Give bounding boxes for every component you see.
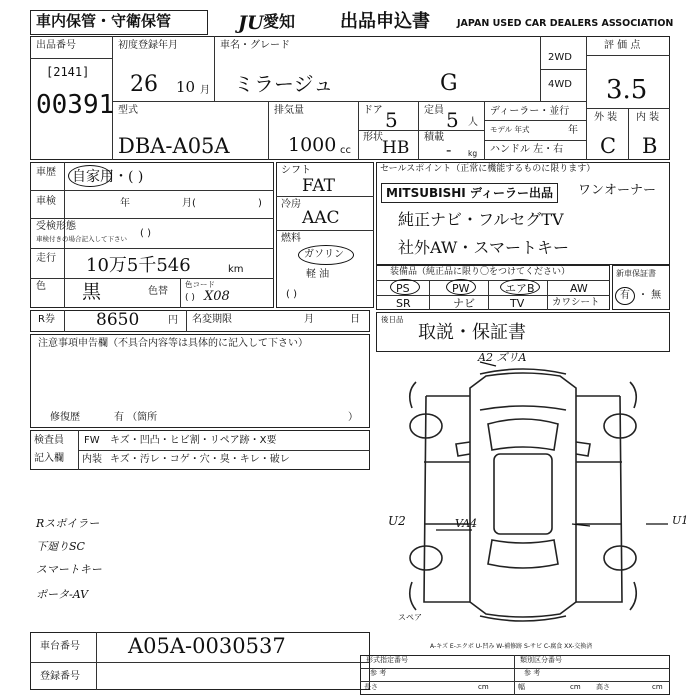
- width-label: 幅: [518, 683, 525, 691]
- first-reg-month-unit: 月: [200, 85, 210, 96]
- fuel-label: 燃料: [281, 233, 301, 244]
- lot-small: [2141]: [46, 65, 90, 79]
- handle-label: ハンドル 左・右: [490, 144, 564, 155]
- equip-ps-circle: [390, 279, 420, 295]
- documents-value: 取説・保証書: [418, 322, 526, 343]
- equip-sr: SR: [396, 297, 411, 310]
- reg-month-unit: 月: [304, 314, 314, 325]
- fuel-paren: ( ): [286, 289, 297, 300]
- int-grade: B: [642, 134, 658, 158]
- inspector-int: 内装: [82, 454, 102, 465]
- drive-4wd: 4WD: [548, 79, 572, 90]
- category-no-ref: 参 考: [524, 669, 541, 677]
- score-value: 3.5: [606, 75, 648, 105]
- org-english: JAPAN USED CAR DEALERS ASSOCIATION: [457, 18, 674, 29]
- fuel-gasoline: ガソリン: [304, 249, 344, 260]
- spare-label: スペア: [398, 613, 422, 622]
- warranty-yes: 有: [620, 290, 630, 301]
- sales-line3: 社外AW・スマートキー: [398, 238, 570, 257]
- category-no-label: 類別区分番号: [520, 656, 562, 664]
- shape-value: HB: [382, 138, 410, 158]
- mileage-value: 10万5千546: [86, 255, 191, 276]
- model-year-unit: 年: [568, 125, 578, 136]
- drive-2wd: 2WD: [548, 52, 572, 63]
- seats-unit: 人: [468, 117, 478, 128]
- lot-label: 出品番号: [36, 40, 76, 51]
- chassis-label: 車台番号: [40, 641, 80, 652]
- first-reg-year: 26: [130, 72, 158, 97]
- shape-label: 形状: [363, 132, 383, 143]
- receipt-note: 車検付きの場合記入して下さい: [36, 235, 127, 243]
- length-unit: cm: [478, 683, 489, 691]
- load-value: -: [446, 140, 452, 159]
- grade: G: [440, 71, 458, 96]
- sales-line2: 純正ナビ・フルセグTV: [398, 210, 564, 229]
- equip-airbag: エアB: [505, 282, 535, 295]
- custody-label: 車内保管・守衛保管: [36, 12, 172, 30]
- damage-legend: A-キズ E-エクボ U-凹み W-補修跡 S-サビ C-腐食 XX-交換済: [430, 643, 593, 650]
- inspector-label-2: 記入欄: [34, 453, 64, 464]
- equip-aw: AW: [570, 282, 588, 295]
- documents-label: 後日品: [381, 315, 404, 324]
- doors-value: 5: [385, 108, 398, 132]
- height-unit: cm: [652, 683, 663, 691]
- color-code-value: X08: [204, 289, 230, 304]
- score-label: 評 価 点: [604, 40, 641, 51]
- ext-grade: C: [600, 134, 617, 158]
- cooling-label: 冷房: [281, 199, 301, 210]
- history-value: 自家用・( ): [72, 169, 144, 185]
- model-year-label: モデル 年式: [490, 125, 530, 134]
- width-unit: cm: [570, 683, 581, 691]
- inspection-month-unit: 月(: [182, 198, 196, 209]
- inspection-label: 車検: [36, 196, 56, 207]
- seats-label: 定員: [424, 105, 444, 116]
- sales-line1-extra: ワンオーナー: [578, 183, 657, 198]
- inspector-fw: FW: [84, 435, 100, 446]
- disp-unit: cc: [340, 145, 351, 156]
- inspector-note-4: ポータ-AV: [36, 588, 89, 601]
- equipment-label: 装備品（純正品に限り〇をつけてください）: [390, 267, 571, 277]
- form-title: 出品申込書: [340, 11, 430, 32]
- color-swap-label: 色替: [148, 286, 168, 297]
- height-label: 高さ: [596, 683, 610, 691]
- equip-pw-circle: [446, 279, 476, 295]
- disp-label: 排気量: [274, 105, 304, 116]
- disp-value: 1000: [288, 134, 337, 156]
- warranty-label: 新車保証書: [616, 269, 656, 278]
- model-cert-label: 形式指定番号: [366, 656, 408, 664]
- repair-value: 有 （箇所: [114, 412, 158, 423]
- inspection-year-unit: 年: [120, 198, 130, 209]
- model-name: ミラージュ: [234, 72, 334, 96]
- repair-close: ）: [348, 412, 358, 423]
- type-label: 型式: [118, 105, 138, 116]
- chassis-value: A05A-0030537: [128, 634, 286, 658]
- notes-label: 注意事項申告欄（不具合内容等は具体的に記入して下さい）: [38, 338, 308, 349]
- sales-line1-brand: MITSUBISHI ディーラー出品: [381, 183, 558, 203]
- ju-logo-icon: JU: [238, 12, 264, 34]
- inspector-note-1: Rスポイラー: [36, 517, 100, 530]
- length-label: 長さ: [364, 683, 378, 691]
- shift-value: FAT: [302, 176, 336, 196]
- ext-label: 外 装: [594, 112, 618, 123]
- color-paren: ( ): [185, 293, 195, 303]
- fuel-diesel: 軽 油: [306, 269, 330, 280]
- inspection-day-unit: ): [258, 198, 262, 209]
- recycle-label: R券: [38, 314, 55, 325]
- warranty-no: ・ 無: [638, 290, 662, 301]
- first-reg-label: 初度登録年月: [118, 40, 178, 51]
- equip-tv: TV: [510, 297, 525, 310]
- load-unit: kg: [468, 149, 478, 158]
- receipt-label: 受検形態: [36, 221, 76, 232]
- shift-label: シフト: [281, 165, 311, 176]
- repair-label: 修復歴: [50, 412, 80, 423]
- lot-number: 00391: [36, 90, 115, 120]
- color-code-label: 色コード: [185, 280, 215, 289]
- seats-value: 5: [446, 108, 459, 132]
- reg-deadline-label: 名変期限: [192, 314, 232, 325]
- load-label: 積載: [424, 132, 444, 143]
- model-cert-ref: 参 考: [370, 669, 387, 677]
- receipt-paren: ( ): [140, 228, 151, 239]
- cooling-value: AAC: [302, 208, 340, 228]
- doors-label: ドア: [363, 105, 383, 116]
- equip-ps: PS: [396, 282, 410, 295]
- type-value: DBA-A05A: [118, 134, 230, 158]
- diagram-right-note: U1: [672, 514, 689, 527]
- recycle-value: 8650: [96, 310, 140, 330]
- equip-pw: PW: [452, 282, 470, 295]
- diagram-left-note: U2: [388, 514, 406, 528]
- model-label: 車名・グレード: [220, 40, 290, 51]
- inspector-note-3: スマートキー: [36, 563, 102, 576]
- mileage-label: 走行: [36, 253, 56, 264]
- equip-leather: カワシート: [552, 297, 600, 308]
- equip-airbag-circle: [500, 279, 540, 295]
- car-diagram: [376, 352, 670, 642]
- dealer-label: ディーラー・並行: [490, 106, 570, 117]
- inspector-note-2: 下廻りSC: [36, 540, 85, 553]
- org-name: 愛知: [263, 12, 296, 31]
- history-label: 車歴: [36, 167, 56, 178]
- sales-points-label: セールスポイント（正常に機能するものに限ります）: [380, 164, 596, 174]
- equip-navi: ナビ: [453, 297, 475, 310]
- inspector-row2: キズ・汚レ・コゲ・穴・臭・キレ・破レ: [110, 454, 290, 465]
- diagram-mid-note: VA4: [455, 517, 478, 530]
- first-reg-month: 10: [176, 78, 196, 96]
- recycle-unit: 円: [168, 315, 178, 326]
- reg-day-unit: 日: [350, 314, 360, 325]
- int-label: 内 装: [636, 112, 660, 123]
- inspector-row1: キズ・凹凸・ヒビ割・リペア跡・X要: [110, 435, 277, 446]
- diagram-top-note: A2 ズリA: [478, 351, 527, 364]
- color-value: 黒: [82, 281, 102, 303]
- registration-label: 登録番号: [40, 671, 80, 682]
- inspector-label-1: 検査員: [34, 435, 64, 446]
- color-label: 色: [36, 281, 46, 292]
- mileage-unit: km: [228, 264, 244, 275]
